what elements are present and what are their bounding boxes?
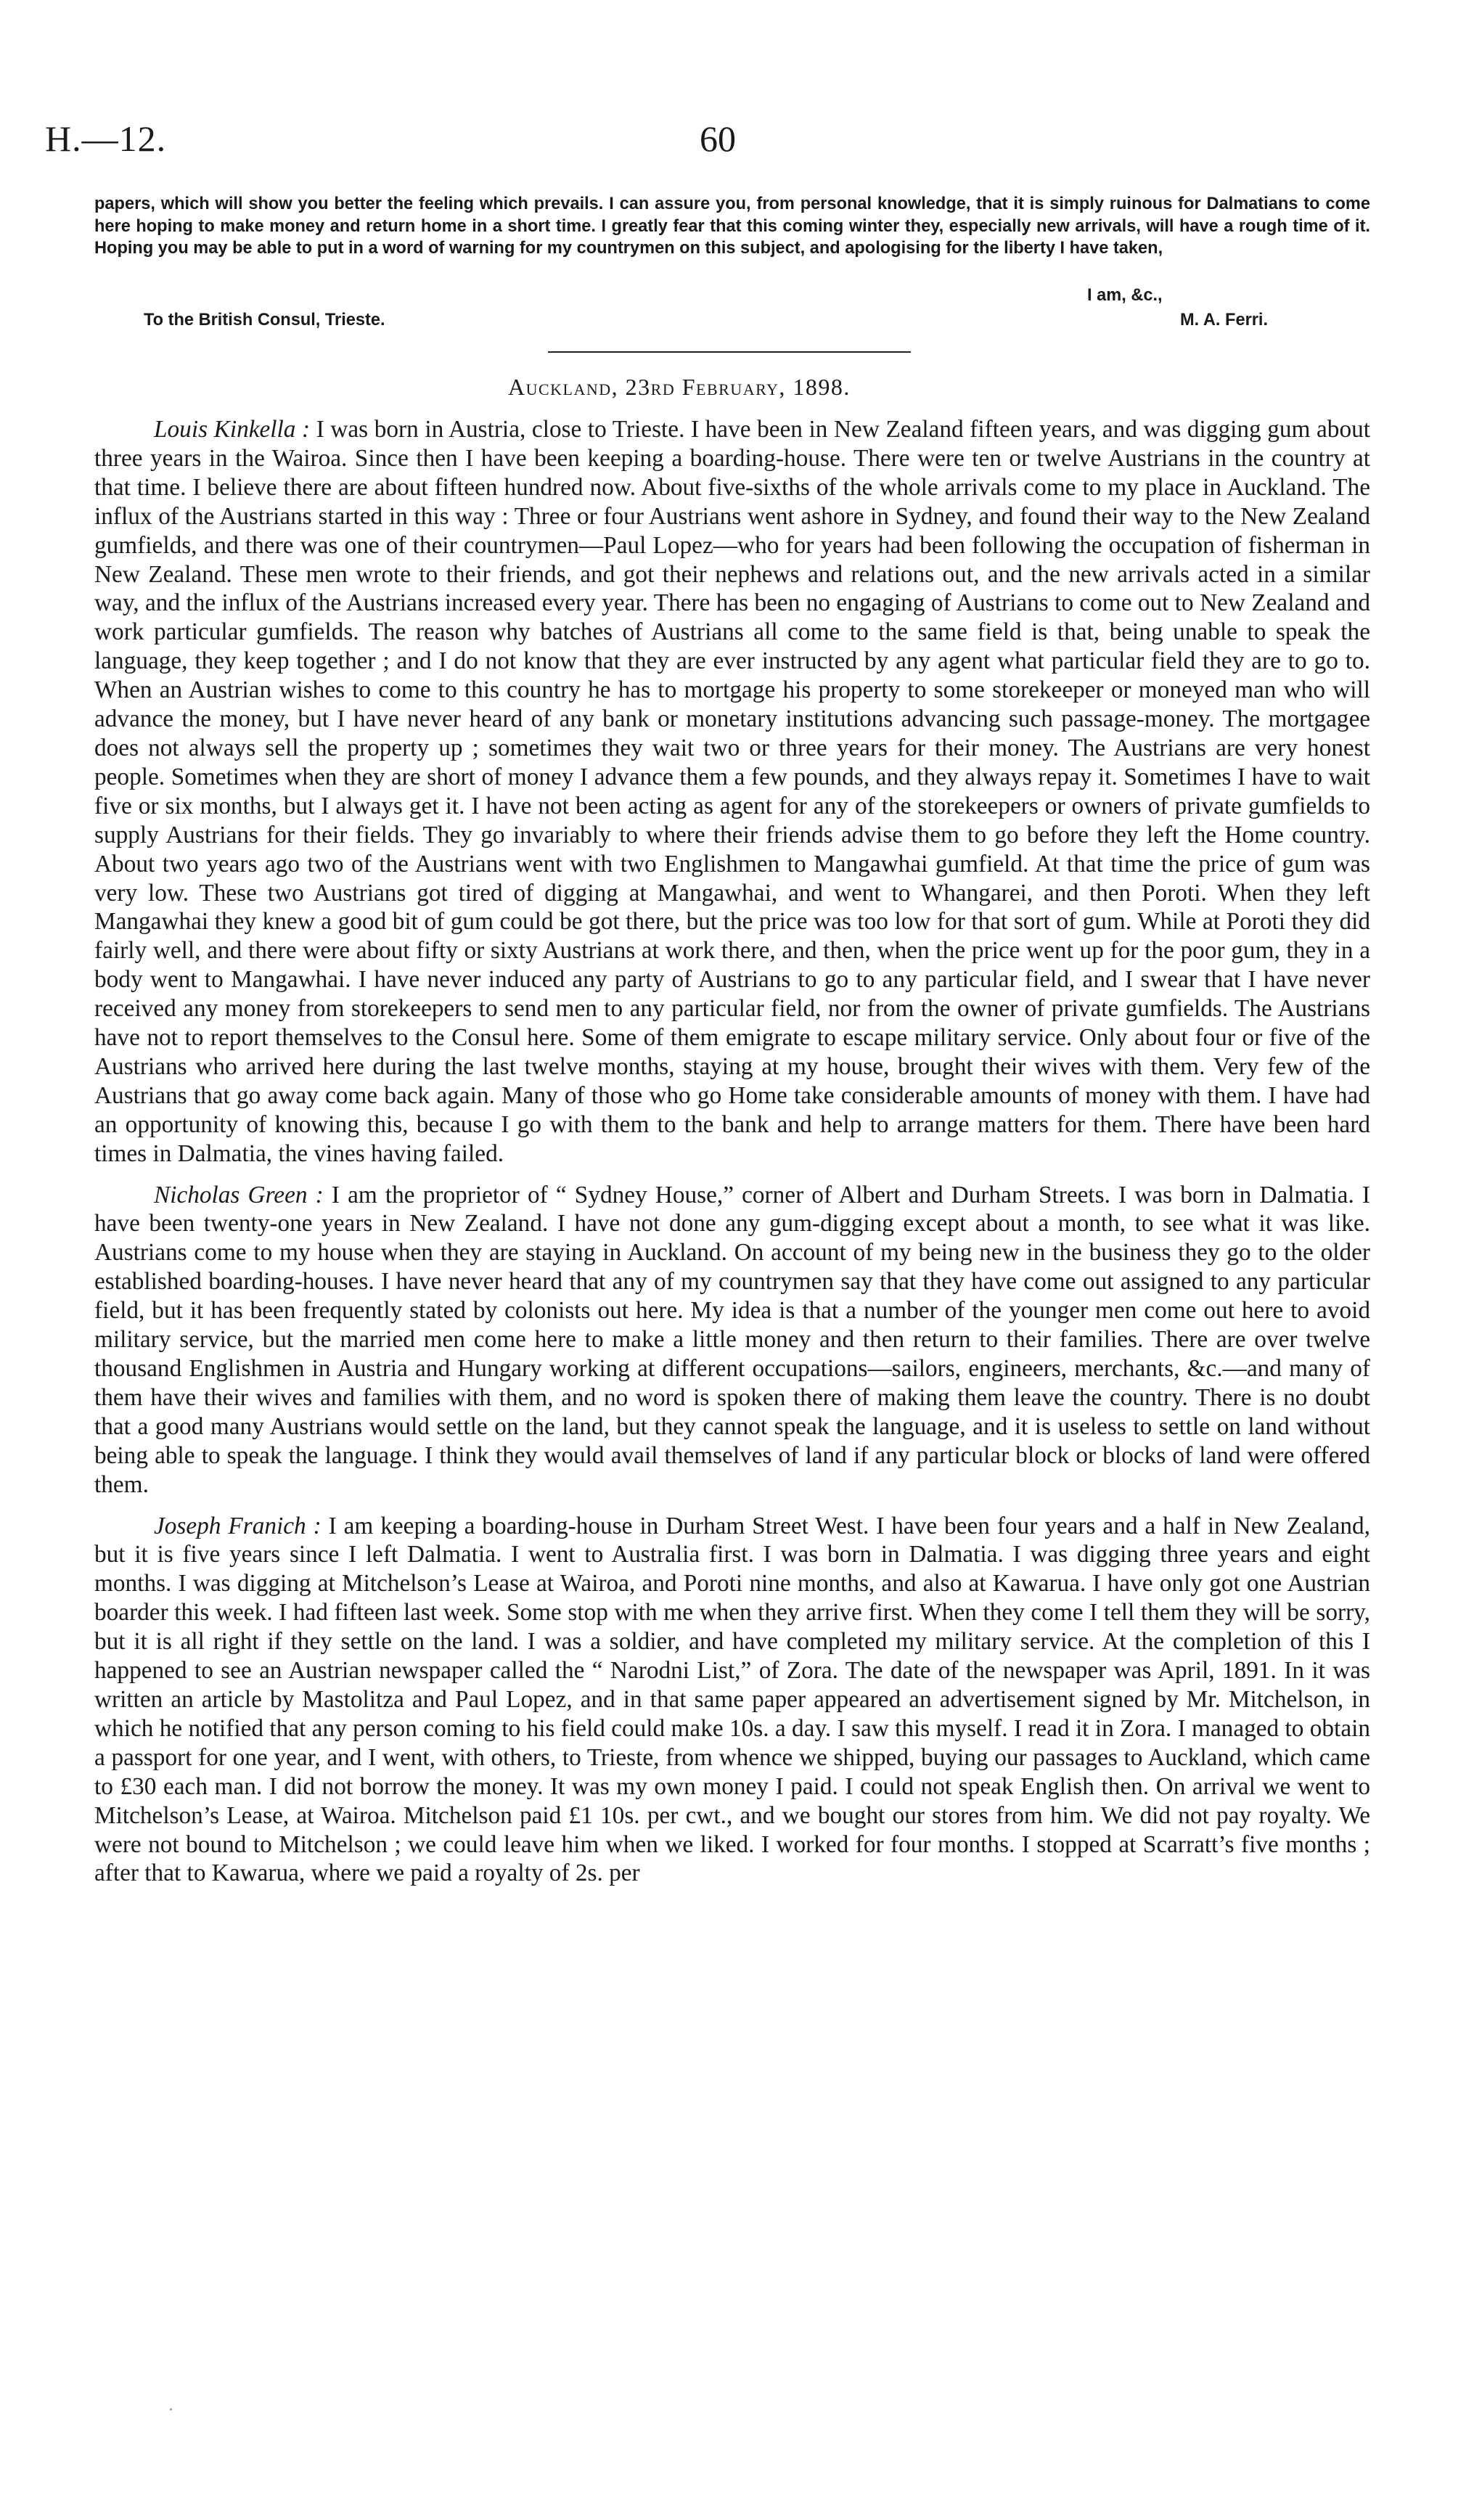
speaker-name: Nicholas Green : [154, 1181, 332, 1208]
testimony-franich [94, 1512, 1370, 1889]
testimony-text: I was born in Austria, close to Trieste. I have been in New Zealand fifteen years, and was digging gum about three years in the Wairoa. Since then I have been keeping a boarding-house. There were ten or twelve Austrians in the country at that time. I believe there are about fifteen hundred now. About five-sixths of the whole arrivals come to my place in Auckland. The influx of the Austrians started in this way : Three or four Austrians went ashore in Sydney, and found their way to the New Zealand gumfields, and there was one of their countrymen—Paul Lopez—who for years had been following the occupation of fisherman in New Zealand. These men wrote to their friends, and got their nephews and relations out, and the new arrivals acted in a similar way, and the influx of the Austrians increased every year. There has been no engaging of Austrians to come out to New Zealand and work particular gumfields. The reason why batches of Austrians all come to the same field is that, being unable to speak the language, they keep together ; and I do not know that they are ever instructed by any agent what particular field they are to go to. When an Austrian wishes to come to this country he has to mortgage his property to some storekeeper or moneyed man who will advance the money, but I have never heard of any bank or monetary institutions advancing such passage-money. The mortgagee does not always sell the property up ; sometimes they wait two or three years for their money. The Austrians are very honest people. Sometimes when they are short of money I advance them a few pounds, and they always repay it. Sometimes I have to wait five or six months, but I always get it. I have not been acting as agent for any of the storekeepers or owners of private gumfields to supply Austrians for their fields. They go invariably to where their friends advise them to go before they left the Home country. About two years ago two of the Austrians went with two Englishmen to Mangawhai gumfield. At that time the price of gum was very low. These two Austrians got tired of digging at Mangawhai, and went to Whangarei, and then Poroti. When they left Mangawhai they knew a good bit of gum could be got there, but the price was too low for that sort of gum. While at Poroti they did fairly well, and there were about fifty or sixty Austrians at work there, and then, when the price went up for the poor gum, they in a body went to Mangawhai. I have never induced any party of Austrians to go to any particular field, and I swear that I have never received any money from storekeepers to send men to any particular field, nor from the owner of private gumfields. The Austrians have not to report themselves to the Consul here. Some of them emigrate to escape military service. Only about four or five of the Austrians who arrived here during the last twelve months, staying at my house, brought their wives with them. Very few of the Austrians that go away come back again. Many of those who go Home take considerable amounts of money with them. I have had an opportunity of knowing this, because I go with them to the bank and help to arrange matters for them. There have been hard times in Dalmatia, the vines having failed. [94, 416, 1370, 1167]
letter-addressee: To the British Consul, Trieste. [144, 311, 385, 330]
testimony-green [94, 1181, 1370, 1500]
dateline: Auckland, 23rd February, 1898. [508, 374, 851, 400]
letter-excerpt: papers, which will show you better the feeling which prevails. I can assure you, from personal knowledge, that it is simply ruinous for Dalmatians to come here hoping to make money and return home in a short time. I greatly fear that this coming winter they, especially new arrivals, will have a rough time of it. Hoping you may be able to put in a word of warning for my countrymen on this subject, and apologising for the liberty I have taken, [94, 195, 1370, 258]
speaker-name: Louis Kinkella : [154, 416, 316, 443]
section-divider [548, 351, 911, 353]
letter-signature: M. A. Ferri. [1180, 311, 1269, 330]
scan-speck [170, 2408, 172, 2410]
testimony-kinkella [94, 415, 1370, 1169]
testimony-text: I am keeping a boarding-house in Durham Street West. I have been four years and a half in New Zealand, but it is five years since I left Dalmatia. I went to Australia first. I was born in Dalmatia. I was digging three years and eight months. I was digging at Mitchelson’s Lease at Wairoa, and Poroti nine months, and also at Kawarua. I have only got one Austrian boarder this week. I had fifteen last week. Some stop with me when they arrive first. When they come I tell them they will be sorry, but it is all right if they settle on the land. I was a soldier, and have completed my military service. At the completion of this I happened to see an Austrian newspaper called the “ Narodni List,” of Zora. The date of the newspaper was April, 1891. In it was written an article by Mastolitza and Paul Lopez, and in that same paper appeared an advertisement signed by Mr. Mitchelson, in which he notified that any person coming to his field could make 10s. a day. I saw this myself. I read it in Zora. I managed to obtain a passport for one year, and I went, with others, to Trieste, from whence we shipped, buying our passages to Auckland, which came to £30 each man. I did not borrow the money. It was my own money I paid. I could not speak English then. On arrival we went to Mitchelson’s Lease, at Wairoa. Mitchelson paid £1 10s. per cwt., and we bought our stores from him. We did not pay royalty. We were not bound to Mitchelson ; we could leave him when we liked. I worked for four months. I stopped at Scarratt’s five months ; after that to Kawarua, where we paid a royalty of 2s. per [94, 1512, 1371, 1887]
testimony-body [94, 415, 1370, 1900]
page-number: 60 [700, 118, 736, 159]
letter-closing: I am, &c., [1087, 286, 1163, 305]
testimony-text: I am the proprietor of “ Sydney House,” corner of Albert and Durham Streets. I was born in Dalmatia. I have been twenty-one years in New Zealand. I have not done any gum-digging except about a month, to see what it was like. Austrians come to my house when they are staying in Auckland. On account of my being new in the business they go to the older established boarding-houses. I have never heard that any of my countrymen say that they have come out assigned to any particular field, but it has been frequently stated by colonists out here. My idea is that a number of the younger men come out here to avoid military service, but the married men come here to make a little money and then return to their families. There are over twelve thousand Englishmen in Austria and Hungary working at different occupations—sailors, engineers, merchants, &c.—and many of them have their wives and families with them, and no word is spoken there of making them leave the country. There is no doubt that a good many Austrians would settle on the land, but they cannot speak the language, and it is useless to settle on land without being able to speak the language. I think they would avail themselves of land if any particular block or blocks of land were offered them. [94, 1181, 1370, 1498]
document-reference: H.—12. [45, 118, 167, 159]
speaker-name: Joseph Franich : [154, 1512, 329, 1539]
